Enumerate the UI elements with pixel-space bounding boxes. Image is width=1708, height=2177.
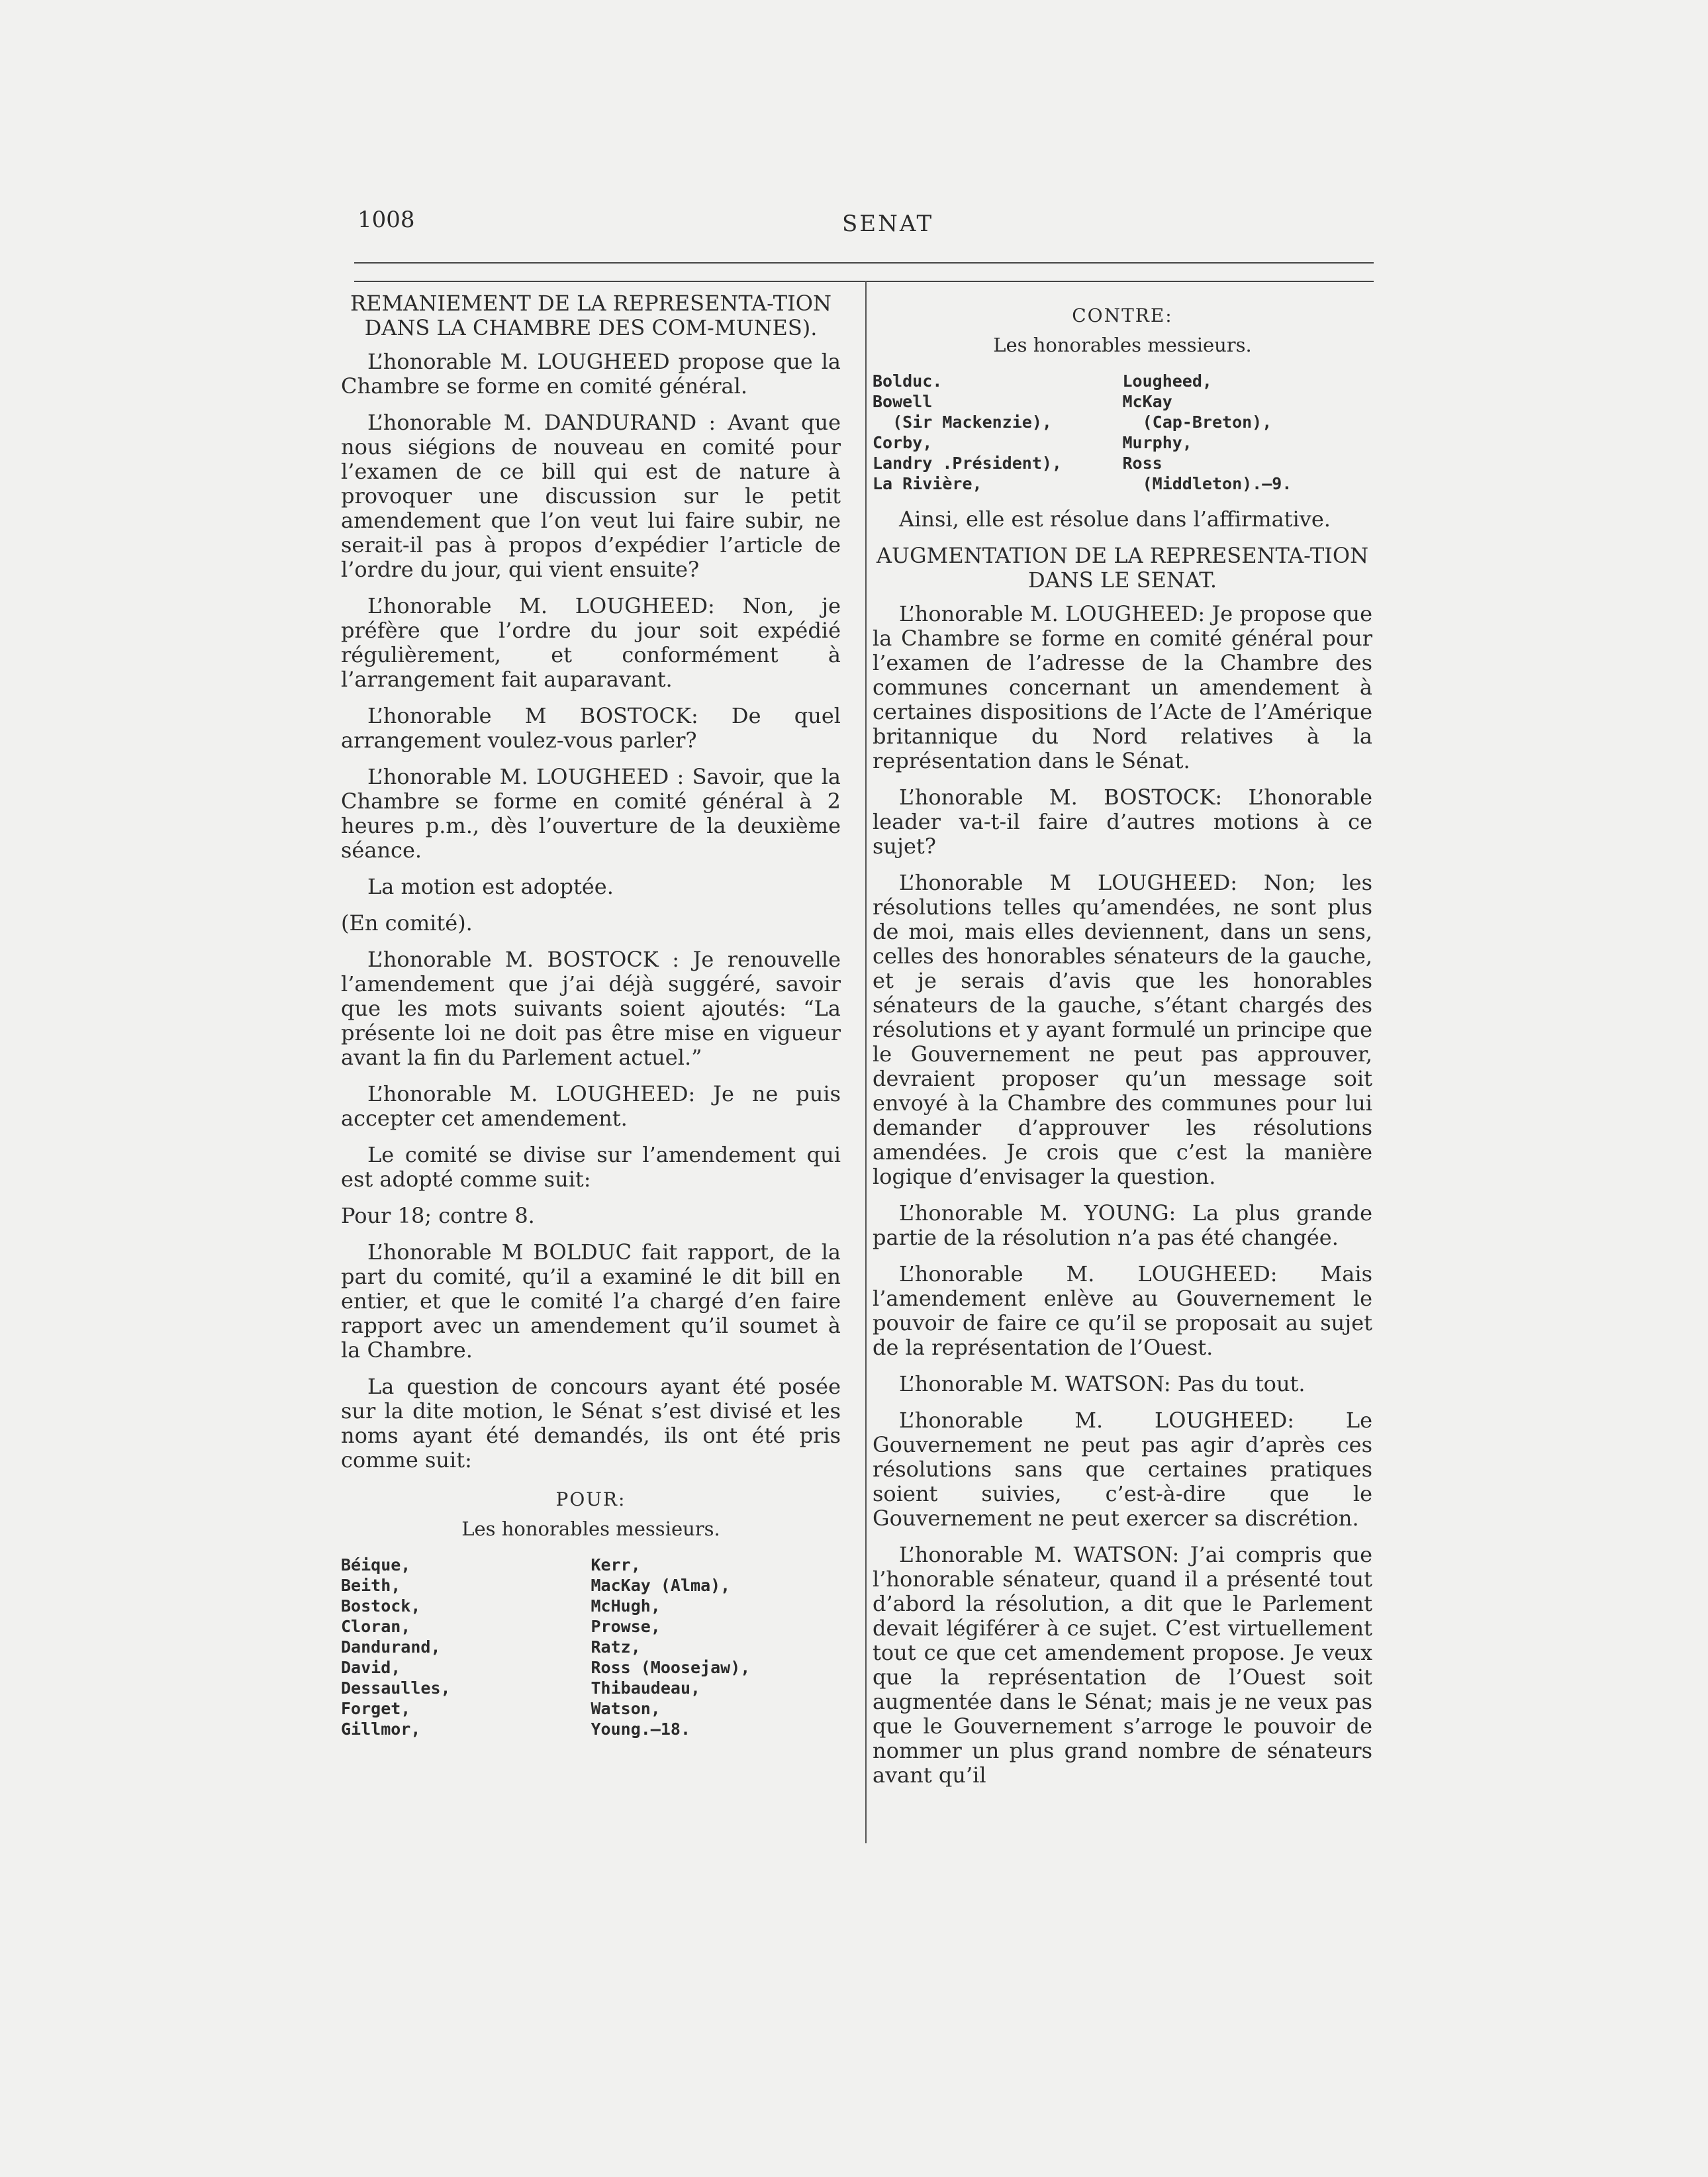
- paragraph: L’honorable M LOUGHEED: Non; les résolutions telles qu’amendées, ne sont plus de moi, mais elles deviennent, dans un sens, celles des honorables sénateurs de la gauche, et je serais d’avis que les honorables sénateurs de la gauche, s’étant chargés des résolutions et y ayant formulé un principe que le Gouvernement ne peut pas approuver, devraient proposer qu’un message soit envoyé à la Chambre des communes pour lui demander d’approuver les résolutions amendées. Je crois que c’est la manière logique d’envisager la question.: [873, 870, 1372, 1189]
- name: Bostock,: [341, 1596, 421, 1616]
- contre-names-col2: [1123, 371, 1373, 494]
- left-column: [341, 291, 841, 1739]
- paragraph: L’honorable M. YOUNG: La plus grande partie de la résolution n’a pas été changée.: [873, 1200, 1372, 1250]
- name: Landry .Président),: [873, 454, 1062, 473]
- paragraph: L’honorable M. WATSON: Pas du tout.: [899, 1371, 1305, 1396]
- vote-result: Pour 18; contre 8.: [341, 1203, 535, 1228]
- right-column: [873, 291, 1372, 1800]
- pour-heading: POUR:: [555, 1488, 626, 1510]
- paragraph: L’honorable M. DANDURAND : Avant que nous siégions de nouveau en comité pour l’examen de ce bill qui est de nature à provoquer une discussion sur le petit amendement que l’on veut lui faire subir, ne serait-il pas à propos d’expédier l’article de l’ordre du jour, qui vient ensuite?: [341, 410, 841, 582]
- name: Kerr,: [591, 1555, 641, 1574]
- paragraph: L’honorable M. LOUGHEED: Je ne puis accepter cet amendement.: [341, 1081, 841, 1131]
- paragraph: L’honorable M. LOUGHEED: Le Gouvernement ne peut pas agir d’après ces résolutions sans que certaines pratiques soient suivies, c’est-à-dire que le Gouvernement ne peut exercer sa discrétion.: [873, 1408, 1372, 1531]
- name: La Rivière,: [873, 474, 982, 493]
- name: Bowell: [873, 392, 933, 411]
- name: Béique,: [341, 1555, 411, 1574]
- contre-heading: CONTRE:: [1072, 305, 1173, 326]
- name: Ross: [1122, 454, 1162, 473]
- name: David,: [341, 1658, 401, 1677]
- name: Cloran,: [341, 1617, 411, 1636]
- name: McKay: [1122, 392, 1172, 411]
- section-heading-augmentation: AUGMENTATION DE LA REPRESENTA-TION DANS LE SENAT.: [876, 543, 1369, 593]
- name: Ross (Moosejaw),: [591, 1658, 751, 1677]
- name: Dandurand,: [341, 1637, 441, 1657]
- name: (Cap-Breton),: [1122, 412, 1272, 432]
- running-head: SENAT: [842, 211, 934, 237]
- paragraph: La question de concours ayant été posée sur la dite motion, le Sénat s’est divisé et les noms ayant été demandés, ils ont été pris comme suit:: [341, 1374, 841, 1473]
- paragraph: L’honorable M. LOUGHEED : Savoir, que la Chambre se forme en comité général à 2 heures p.m., dès l’ouverture de la deuxième séance.: [341, 764, 841, 863]
- name: (Sir Mackenzie),: [873, 412, 1052, 432]
- paragraph: La motion est adoptée.: [367, 874, 614, 899]
- name: MacKay (Alma),: [591, 1576, 731, 1595]
- name: Thibaudeau,: [591, 1678, 701, 1698]
- pour-names: [341, 1555, 841, 1739]
- name: Lougheed,: [1122, 371, 1212, 391]
- paragraph: Le comité se divise sur l’amendement qui est adopté comme suit:: [341, 1142, 841, 1192]
- header-rule-bottom: [354, 281, 1374, 282]
- paragraph: L’honorable M BOLDUC fait rapport, de la part du comité, qu’il a examiné le dit bill en entier, et que le comité l’a chargé d’en faire rapport avec un amendement qu’il soumet à la Chambre.: [341, 1239, 841, 1363]
- contre-names-col1: [873, 371, 1123, 494]
- paragraph: L’honorable M. LOUGHEED: Je propose que la Chambre se forme en comité général pour l’examen de l’adresse de la Chambre des communes concernant un amendement à certaines dispositions de l’Acte de l’Amérique britannique du Nord relatives à la représentation dans le Sénat.: [873, 601, 1372, 773]
- section-heading-remaniement: REMANIEMENT DE LA REPRESENTA-TION DANS LA CHAMBRE DES COM-MUNES).: [350, 291, 831, 340]
- en-comite: (En comité).: [341, 910, 473, 936]
- header-rule-top: [354, 262, 1374, 264]
- pour-subheading: Les honorables messieurs.: [461, 1518, 720, 1540]
- paragraph: L’honorable M. WATSON: J’ai compris que l’honorable sénateur, quand il a présenté tout d’abord la résolution, a dit que le Parlement devait légiférer à ce sujet. C’est virtuellement tout ce que cet amendement propose. Je veux que la représentation de l’Ouest soit augmentée dans le Sénat; mais je ne veux pas que le Gouvernement s’arroge le pouvoir de nommer un plus grand nombre de sénateurs avant qu’il: [873, 1542, 1372, 1788]
- paragraph: L’honorable M. LOUGHEED: Non, je préfère que l’ordre du jour soit expédié régulièrement, et conformément à l’arrangement fait auparavant.: [341, 593, 841, 692]
- name: Gillmor,: [341, 1719, 421, 1739]
- name: Forget,: [341, 1699, 411, 1718]
- name: Young.—18.: [591, 1719, 691, 1739]
- paragraph: L’honorable M BOSTOCK: De quel arrangement voulez-vous parler?: [341, 703, 841, 753]
- name: Beith,: [341, 1576, 401, 1595]
- pour-names-col1: [341, 1555, 591, 1739]
- name: Corby,: [873, 433, 933, 452]
- name: Murphy,: [1122, 433, 1192, 452]
- name: McHugh,: [591, 1596, 661, 1616]
- name: Dessaulles,: [341, 1678, 451, 1698]
- column-divider: [865, 281, 867, 1843]
- name: Ratz,: [591, 1637, 641, 1657]
- paragraph: L’honorable M. BOSTOCK: L’honorable leader va-t-il faire d’autres motions à ce sujet?: [873, 785, 1372, 859]
- contre-subheading: Les honorables messieurs.: [993, 334, 1252, 356]
- page-number: 1008: [357, 207, 415, 233]
- paragraph: L’honorable M. LOUGHEED: Mais l’amendement enlève au Gouvernement le pouvoir de faire ce qu’il se proposait au sujet de la représentation de l’Ouest.: [873, 1261, 1372, 1360]
- name: (Middleton).—9.: [1122, 474, 1292, 493]
- paragraph: Ainsi, elle est résolue dans l’affirmative.: [899, 507, 1331, 532]
- contre-names: [873, 371, 1372, 494]
- name: Watson,: [591, 1699, 661, 1718]
- pour-names-col2: [591, 1555, 841, 1739]
- paragraph: L’honorable M. BOSTOCK : Je renouvelle l’amendement que j’ai déjà suggéré, savoir que les mots suivants soient ajoutés: “La présente loi ne doit pas être mise en vigueur avant la fin du Parlement actuel.”: [341, 947, 841, 1070]
- paragraph: L’honorable M. LOUGHEED propose que la Chambre se forme en comité général.: [341, 349, 841, 399]
- name: Bolduc.: [873, 371, 943, 391]
- name: Prowse,: [591, 1617, 661, 1636]
